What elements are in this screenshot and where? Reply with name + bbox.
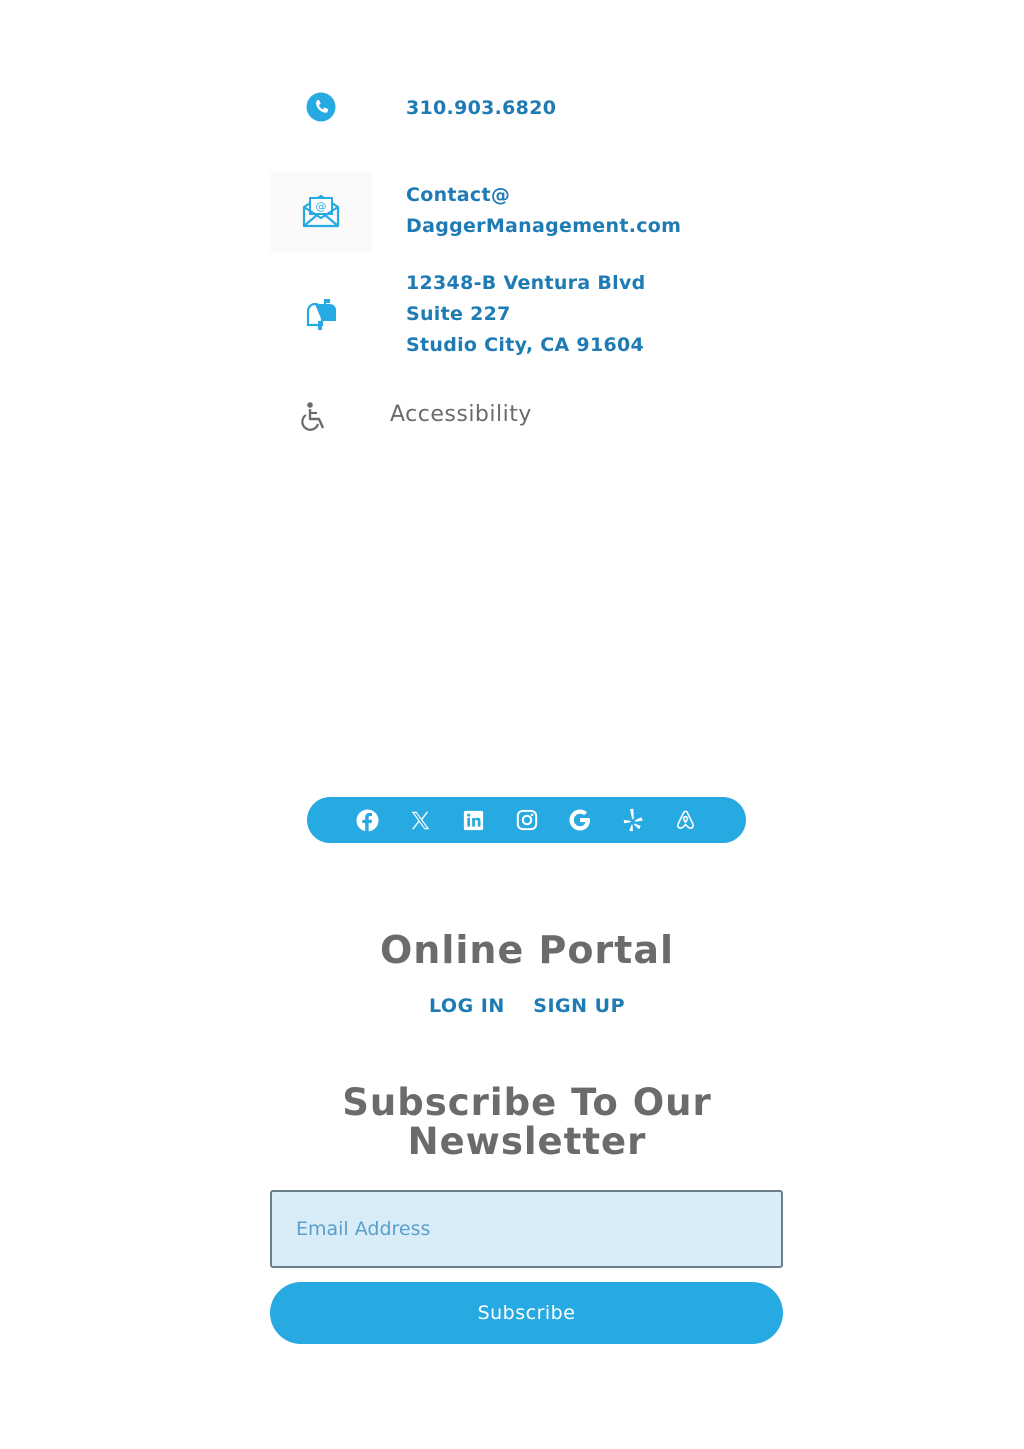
- newsletter-title-line-1: Subscribe To Our: [342, 1081, 712, 1124]
- address-line-2: Suite 227: [406, 303, 511, 325]
- portal-links: [0, 995, 1024, 1017]
- subscribe-button[interactable]: Subscribe: [270, 1282, 783, 1344]
- address-line-1: 12348-B Ventura Blvd: [406, 272, 646, 294]
- phone-icon-box: [270, 69, 372, 149]
- signup-link[interactable]: SIGN UP: [533, 995, 626, 1017]
- email-line-2: DaggerManagement.com: [406, 215, 682, 237]
- email-line-1: Contact@: [406, 184, 511, 206]
- address-link[interactable]: [406, 268, 646, 361]
- svg-text:@: @: [315, 200, 327, 213]
- instagram-icon[interactable]: [515, 808, 539, 832]
- yelp-icon[interactable]: [621, 808, 645, 832]
- address-line-3: Studio City, CA 91604: [406, 334, 645, 356]
- newsletter-title-line-2: Newsletter: [407, 1120, 647, 1163]
- email-icon: [302, 192, 340, 232]
- email-icon-box: [270, 172, 372, 252]
- facebook-icon[interactable]: [356, 808, 380, 832]
- airbnb-icon[interactable]: [674, 808, 698, 832]
- phone-icon: [306, 92, 336, 126]
- accessibility-row[interactable]: [270, 398, 790, 438]
- contact-phone-row: [270, 69, 790, 149]
- contact-email-row: [270, 172, 790, 252]
- address-icon-box: [270, 276, 372, 356]
- google-icon[interactable]: [568, 808, 592, 832]
- x-twitter-icon[interactable]: [409, 808, 433, 832]
- wheelchair-icon: [300, 402, 328, 436]
- portal-title: Online Portal: [380, 928, 674, 972]
- mailbox-icon: [304, 297, 338, 335]
- contact-address-row: [270, 268, 790, 364]
- social-media-bar: [307, 797, 746, 843]
- login-link[interactable]: LOG IN: [428, 995, 505, 1017]
- email-link[interactable]: [406, 180, 681, 242]
- newsletter-title: [0, 1083, 1024, 1161]
- accessibility-link[interactable]: Accessibility: [390, 402, 532, 427]
- phone-link[interactable]: 310.903.6820: [406, 97, 557, 119]
- email-field[interactable]: [270, 1190, 783, 1268]
- linkedin-icon[interactable]: [462, 808, 486, 832]
